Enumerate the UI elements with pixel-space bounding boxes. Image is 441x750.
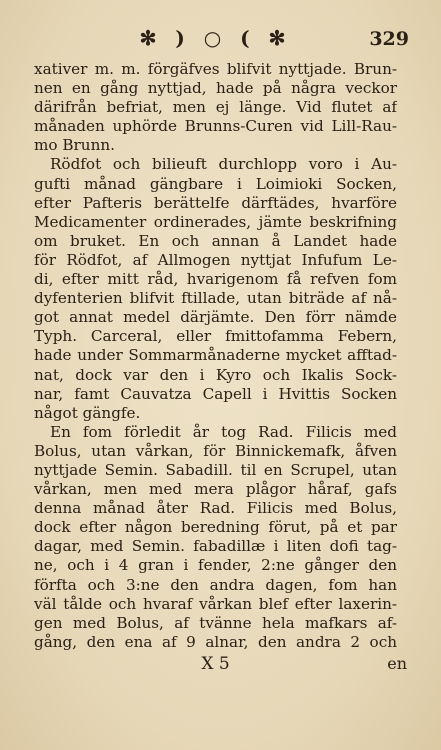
text-line: om bruket. En och annan å Landet hade [34,231,397,250]
text-line: mo Brunn. [34,136,115,155]
text-line: månaden uphörde Brunns-Curen vid Lill-Rau- [34,117,397,136]
text-line: denna månad åter Rad. Filicis med Bolus, [34,499,397,518]
text-line: förfta och 3:ne den andra dagen, fom han [34,575,397,594]
text-line: nar, famt Cauvatza Capell i Hvittis Socken [34,384,397,403]
text-line: di, efter mitt råd, hvarigenom få refven fom [34,270,397,289]
text-line: dock efter någon beredning förut, på et par [34,518,397,537]
text-line: gång, den ena af 9 alnar, den andra 2 och [34,632,397,651]
text-line: nat, dock var den i Kyro och Ikalis Sock- [34,365,397,384]
text-line: Medicamenter ordinerades, jämte beskrifning [34,212,397,231]
catchword: en [387,653,407,673]
text-line: xativer m. m. förgäfves blifvit nyttjade. Brun- [34,60,397,78]
signature-mark: X 5 [201,653,230,674]
text-line: dagar, med Semin. fabadillæ i liten dofi tag- [34,537,397,556]
text-line: gufti månad gängbare i Loimioki Socken, [34,174,397,193]
page-header [34,26,409,56]
text-line: Typh. Carceral, eller fmittofamma Febern, [34,327,397,346]
text-line: dyfenterien blifvit ftillade, utan biträde af nå- [34,289,397,308]
page-footer [34,653,407,678]
text-line: Rödfot och bilieuft durchlopp voro i Au- [50,155,397,174]
text-line: för Rödfot, af Allmogen nyttjat Infufum Le- [34,250,397,269]
text-line: nen en gång nyttjad, hade på några veckor [34,79,397,98]
page-number: 329 [369,28,409,50]
header-ornament: ✻ ) ○ ( ✻ [139,26,292,50]
text-line: vårkan, men med mera plågor håraf, gafs [34,480,397,499]
text-line: väl tålde och hvaraf vårkan blef efter laxerin- [34,594,397,613]
text-line: gen med Bolus, af tvänne hela mafkars af- [34,613,397,632]
text-line: got annat medel därjämte. Den förr nämde [34,308,397,327]
text-line: En fom förledit år tog Rad. Filicis med [50,422,397,441]
text-line: ne, och i 4 gran i fender, 2:ne gånger den [34,556,397,575]
text-line: hade under Sommarmånaderne mycket afftad- [34,346,397,365]
text-line: något gängfe. [34,403,141,422]
text-line: efter Pafteris berättelfe därftädes, hvarföre [34,193,397,212]
text-line: Bolus, utan vårkan, för Binnickemafk, åfven [34,441,397,460]
text-line: därifrån befriat, men ej länge. Vid flutet af [34,98,397,117]
body-text [34,60,397,652]
text-line: nyttjade Semin. Sabadill. til en Scrupel, utan [34,460,397,479]
